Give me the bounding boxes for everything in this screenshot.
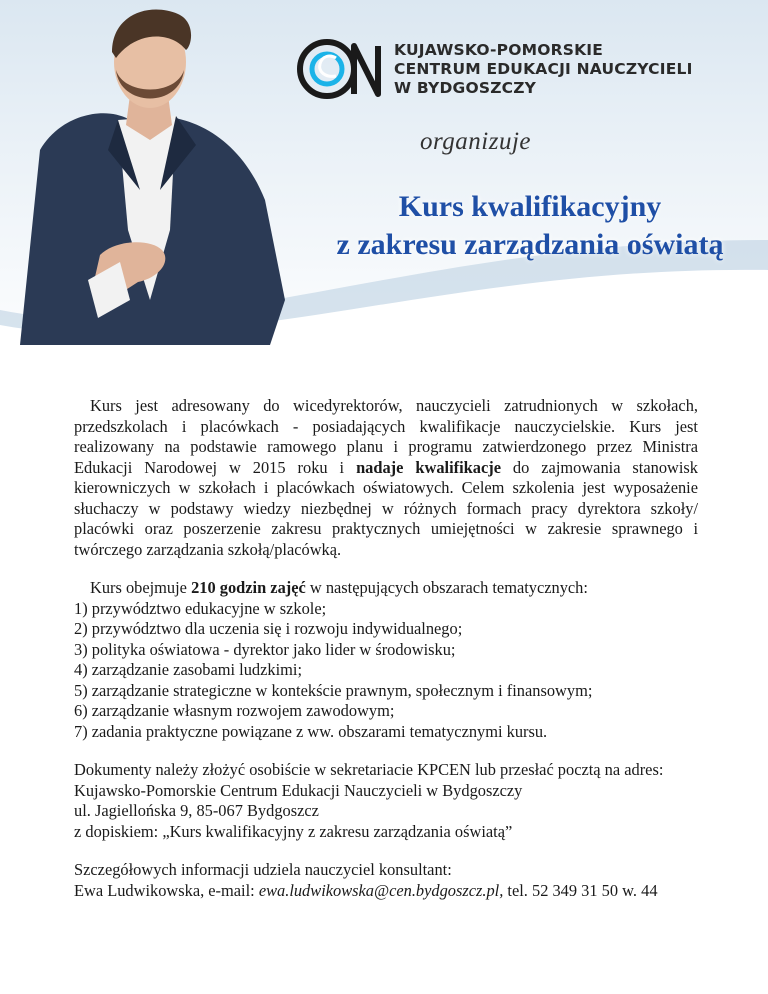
topics-lead-rest: w następujących obszarach tematycznych: (305, 578, 588, 597)
intro-text-rest: do zajmowania stanowisk kierowniczych w szkołach i placówkach oświatowych. Celem szkolenia jest wyposażenie słuchaczy w podstawy wiedzy niezbędnej w różnych formach pracy dyrektora szkoły/ placówki oraz poszerzenie zakresu praktycznych umiejętności w zakresie sprawnego i twórczego zarządzania szkołą/placówką. (74, 457, 698, 559)
documents-line: Kujawsko-Pomorskie Centrum Edukacji Nauczycieli w Bydgoszczy (74, 780, 523, 800)
intro-paragraph (74, 396, 698, 560)
list-item: 4) zarządzanie zasobami ludzkimi; (74, 660, 302, 679)
documents-line: ul. Jagiellońska 9, 85-067 Bydgoszcz (74, 801, 319, 820)
documents-block (74, 760, 698, 842)
hero-banner (0, 0, 768, 370)
intro-text: Kurs jest adresowany do wicedyrektorów, nauczycieli zatrudnionych w szkołach, przedszkolach i placówkach - posiadających kwalifikacje nauczycielskie. Kurs jest realizowany na podstawie ramowego planu i programu zatwierdzonego przez Ministra Edukacji Narodowej w 2015 roku i (74, 396, 698, 477)
title-line-1: Kurs kwalifikacyjny (398, 190, 662, 223)
logo-line: CENTRUM EDUKACJI NAUCZYCIELI (394, 59, 693, 78)
topics-lead (74, 578, 698, 599)
documents-line: Dokumenty należy złożyć osobiście w sekretariacie KPCEN lub przesłać pocztą na adres: (74, 760, 664, 779)
contact-phone: tel. 52 349 31 50 w. 44 (503, 880, 658, 900)
list-item: 1) przywództwo edukacyjne w szkole; (74, 598, 327, 618)
topics-hours: 210 godzin zajęć (191, 578, 306, 597)
topics-lead-text: Kurs obejmuje (90, 578, 192, 597)
main-content (74, 396, 698, 919)
organizuje-label: organizuje (420, 128, 532, 155)
logo-line: KUJAWSKO-POMORSKIE (394, 40, 604, 59)
kpcen-logo (296, 38, 693, 100)
contact-details (74, 881, 698, 902)
list-item: 7) zadania praktyczne powiązane z ww. obszarami tematycznymi kursu. (74, 721, 548, 741)
list-item: 6) zarządzanie własnym rozwojem zawodowym; (74, 701, 395, 720)
documents-line: z dopiskiem: „Kurs kwalifikacyjny z zakresu zarządzania oświatą” (74, 821, 513, 841)
list-item: 2) przywództwo dla uczenia się i rozwoju indywidualnego; (74, 619, 463, 638)
contact-email-link[interactable]: ewa.ludwikowska@cen.bydgoszcz.pl, (258, 880, 504, 900)
list-item: 3) polityka oświatowa - dyrektor jako lider w środowisku; (74, 639, 456, 659)
title-line-2: z zakresu zarządzania oświatą (336, 228, 724, 261)
logo-text (394, 41, 693, 98)
cen-logo-icon (296, 38, 388, 100)
intro-bold: nadaje kwalifikacje (356, 457, 501, 477)
businessman-photo (0, 0, 300, 345)
contact-line: Szczegółowych informacji udziela nauczyciel konsultant: (74, 860, 452, 879)
page-title (280, 188, 768, 264)
contact-name: Ewa Ludwikowska, e-mail: (74, 880, 259, 900)
list-item: 5) zarządzanie strategiczne w kontekście prawnym, społecznym i finansowym; (74, 680, 593, 700)
topics-list (74, 599, 698, 743)
contact-block (74, 860, 698, 901)
logo-line: W BYDGOSZCZY (394, 78, 537, 97)
